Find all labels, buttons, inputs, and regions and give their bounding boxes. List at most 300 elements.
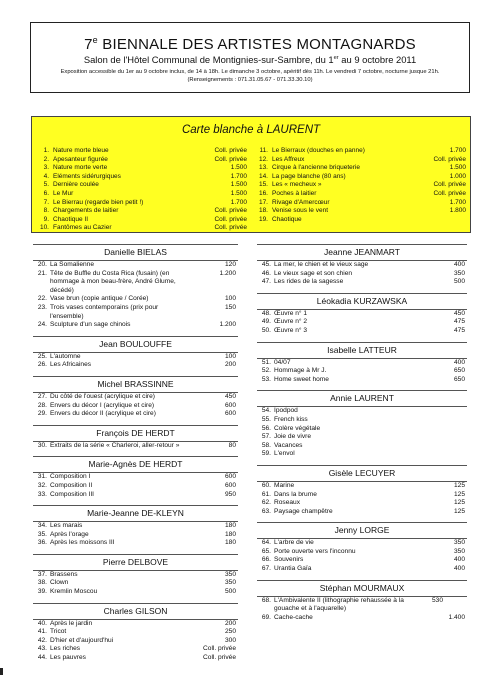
carte-blanche-right-column — [258, 147, 466, 224]
artwork-number: 45. — [261, 261, 271, 268]
item-value: Coll. privée — [433, 189, 466, 197]
artwork-number: 67. — [261, 565, 271, 573]
artwork-number: 32. — [37, 481, 47, 489]
artwork-title: Ipodpod — [274, 407, 298, 415]
carte-blanche-item — [258, 181, 466, 190]
artwork-item — [33, 442, 238, 451]
artwork-item — [257, 450, 467, 459]
artwork-number: 28. — [37, 401, 47, 409]
artwork-price: 200 — [224, 361, 236, 369]
artist-name: Stéphan MOURMAUX — [257, 580, 467, 597]
subtitle-part-b: au 9 octobre 2011 — [341, 54, 417, 65]
artwork-title: Les pauvres — [50, 654, 86, 662]
artwork-item — [33, 491, 238, 500]
artwork-title: Roseaux — [274, 499, 301, 507]
artwork-title: Les Africaines — [50, 361, 92, 369]
artwork-title: La Somalienne — [50, 261, 94, 268]
artwork-item — [257, 482, 467, 491]
carte-blanche-item — [39, 173, 247, 182]
artwork-item — [33, 539, 238, 548]
artwork-title: Les marais — [50, 522, 83, 530]
item-title: Chaotique II — [53, 215, 89, 223]
artwork-item — [257, 261, 467, 270]
artwork-number: 56. — [261, 424, 271, 432]
artwork-item — [257, 270, 467, 279]
artwork-number: 20. — [37, 261, 47, 268]
item-number: 5. — [43, 181, 49, 189]
artwork-item — [33, 522, 238, 531]
artwork-title: D'hier et d'aujourd'hui — [50, 636, 114, 644]
item-title: Nature morte verte — [53, 164, 108, 172]
artwork-price: 1.400 — [448, 613, 465, 621]
artwork-number: 63. — [261, 507, 271, 515]
exhibition-title — [31, 35, 469, 53]
artwork-price: 400 — [453, 565, 465, 573]
artwork-number: 37. — [37, 570, 47, 578]
artwork-price: 400 — [453, 556, 465, 564]
carte-blanche-item — [258, 156, 466, 165]
artist-name: Isabelle LATTEUR — [257, 342, 467, 359]
info-hours: Exposition accessible du 1er au 9 octobre inclus, de 14 à 18h. Le dimanche 3 octobre, apéritif dès 11h. Le vendredi 7 octobre, nocturne jusque 21h. — [60, 69, 440, 75]
artwork-number: 30. — [37, 441, 47, 449]
artwork-title: Envers du décor I (acrylique et cire) — [50, 401, 155, 409]
artwork-item — [33, 410, 238, 419]
artwork-price: 250 — [224, 628, 236, 636]
artwork-number: 66. — [261, 556, 271, 564]
artist-name: Marie-Agnès DE HERDT — [33, 456, 238, 473]
artwork-title: Composition I — [50, 473, 91, 481]
item-number: 1. — [43, 147, 49, 154]
artist-name: François DE HERDT — [33, 425, 238, 442]
carte-blanche-item — [39, 156, 247, 165]
artwork-price: 120 — [224, 261, 236, 268]
artwork-item — [257, 491, 467, 500]
artwork-item — [33, 402, 238, 411]
item-number: 11. — [259, 147, 268, 154]
item-title: Le Mur — [53, 189, 74, 197]
item-number: 16. — [258, 189, 268, 197]
carte-blanche-item — [39, 199, 247, 208]
artwork-price: Coll. privée — [203, 654, 236, 662]
artwork-number: 24. — [37, 321, 47, 329]
artwork-title: Œuvre n° 2 — [274, 318, 308, 326]
artwork-item — [33, 361, 238, 370]
artwork-item — [33, 473, 238, 482]
artwork-number: 59. — [261, 450, 271, 458]
artwork-number: 47. — [261, 278, 271, 286]
artwork-item — [257, 425, 467, 434]
artwork-title: Du côté de l'ouest (acrylique et cire) — [50, 392, 155, 400]
item-number: 10. — [39, 224, 49, 232]
item-value: 1.000 — [449, 172, 466, 180]
artwork-title: 04/07 — [274, 358, 291, 366]
artwork-number: 69. — [261, 613, 271, 621]
artwork-price: 450 — [453, 309, 465, 317]
artwork-number: 65. — [261, 547, 271, 555]
carte-blanche-item — [39, 224, 247, 233]
artwork-item — [257, 318, 467, 327]
artwork-number: 43. — [37, 645, 47, 653]
artwork-number: 33. — [37, 490, 47, 498]
item-number: 3. — [43, 164, 49, 172]
subtitle-ordinal: er — [333, 54, 339, 61]
artwork-title: Le vieux sage et son chien — [274, 269, 353, 277]
artwork-price: 350 — [453, 269, 465, 277]
artwork-title: Après l'orage — [50, 530, 89, 538]
item-value: 1.500 — [230, 189, 247, 197]
exhibition-header — [30, 22, 470, 93]
artwork-price: 530 — [431, 596, 443, 604]
artwork-number: 46. — [261, 269, 271, 277]
item-title: Poches à laitier — [272, 189, 317, 197]
artwork-item — [257, 508, 467, 517]
artwork-price: 600 — [224, 410, 236, 418]
artwork-item — [257, 433, 467, 442]
title-number: 7 — [84, 36, 93, 53]
artwork-item — [257, 614, 467, 623]
artwork-number: 64. — [261, 539, 271, 547]
item-number: 17. — [258, 198, 268, 206]
artwork-price: 600 — [224, 401, 236, 409]
artwork-title: L'automne — [50, 352, 81, 360]
artwork-price: 100 — [224, 352, 236, 360]
right-artist-column — [257, 244, 467, 622]
carte-blanche-item — [39, 164, 247, 173]
item-number: 6. — [43, 189, 49, 197]
artwork-price: 600 — [224, 473, 236, 481]
carte-blanche-item — [39, 147, 247, 156]
artwork-price: 350 — [453, 547, 465, 555]
artwork-title: Home sweet home — [274, 375, 329, 383]
item-number: 18. — [258, 207, 268, 215]
artwork-price: 1.200 — [219, 269, 236, 277]
artwork-number: 62. — [261, 499, 271, 507]
item-value: 1.500 — [230, 181, 247, 189]
artwork-item — [33, 628, 238, 637]
artwork-item — [33, 393, 238, 402]
artwork-number: 68. — [261, 596, 271, 604]
artwork-number: 39. — [37, 588, 47, 596]
artwork-title: Vacances — [274, 441, 303, 449]
artwork-title: Œuvre n° 3 — [274, 326, 308, 334]
artwork-price: 125 — [453, 481, 465, 489]
item-title: Cirque à l'ancienne briqueterie — [272, 164, 360, 172]
artwork-item — [257, 278, 467, 287]
item-value: 1.700 — [230, 198, 247, 206]
carte-blanche-box — [31, 116, 471, 233]
artwork-title: Tricot — [50, 628, 67, 636]
artwork-title: Après le jardin — [50, 619, 93, 627]
artwork-item — [257, 565, 467, 574]
artist-name: Michel BRASSINNE — [33, 376, 238, 393]
artwork-title: Kremlin Moscou — [50, 588, 98, 596]
artwork-item — [257, 539, 467, 548]
item-number: 7. — [43, 198, 49, 206]
artwork-item — [33, 482, 238, 491]
artwork-price: 100 — [224, 295, 236, 303]
artwork-item — [257, 359, 467, 368]
artwork-item — [257, 327, 467, 336]
artwork-item — [33, 571, 238, 580]
carte-blanche-item — [258, 190, 466, 199]
artwork-price: 400 — [453, 261, 465, 268]
artwork-price: 650 — [453, 375, 465, 383]
artwork-number: 22. — [37, 295, 47, 303]
item-number: 15. — [258, 181, 268, 189]
artwork-item — [33, 531, 238, 540]
artwork-title: Tête de Buffle du Costa Rica (fusain) (en hommage à mon beau-frère, André Glume, décédé) — [50, 269, 176, 294]
artwork-title: Colère végétale — [274, 424, 321, 432]
artwork-price: 950 — [224, 490, 236, 498]
item-title: Nature morte bleue — [53, 147, 109, 154]
artwork-title: Joie de vivre — [274, 433, 312, 441]
artwork-price: 600 — [224, 481, 236, 489]
carte-blanche-item — [258, 164, 466, 173]
artwork-item — [257, 416, 467, 425]
artwork-price: 125 — [453, 507, 465, 515]
item-number: 4. — [43, 172, 49, 180]
artwork-price: 650 — [453, 367, 465, 375]
artwork-title: Envers du décor II (acrylique et cire) — [50, 410, 156, 418]
artwork-item — [33, 654, 238, 663]
artwork-number: 40. — [37, 619, 47, 627]
artist-name: Gisèle LECUYER — [257, 465, 467, 482]
artwork-number: 29. — [37, 410, 47, 418]
artwork-number: 41. — [37, 628, 47, 636]
item-title: Rivage d'Amercœur — [272, 198, 330, 206]
left-artist-column — [33, 244, 238, 663]
artwork-title: Clown — [50, 579, 69, 587]
artwork-item — [257, 367, 467, 376]
artwork-price: 80 — [228, 441, 236, 449]
carte-blanche-item — [258, 207, 466, 216]
item-value: Coll. privée — [214, 147, 247, 154]
item-number: 19. — [258, 215, 268, 223]
artwork-title: L'Ambivalente II (lithographie rehaussée à la gouache et à l'aquarelle) — [274, 596, 404, 613]
artwork-price: 450 — [224, 392, 236, 400]
artist-name: Annie LAURENT — [257, 390, 467, 407]
item-title: Venise sous le vent — [272, 207, 329, 215]
artwork-number: 53. — [261, 375, 271, 383]
artwork-number: 51. — [261, 358, 271, 366]
artwork-title: Vase brun (copie antique / Corée) — [50, 295, 149, 303]
artwork-number: 35. — [37, 530, 47, 538]
artwork-number: 49. — [261, 318, 271, 326]
artwork-price: 350 — [224, 570, 236, 578]
artist-name: Charles GILSON — [33, 603, 238, 620]
artwork-item — [33, 579, 238, 588]
artwork-number: 38. — [37, 579, 47, 587]
artist-name: Pierre DELBOVE — [33, 554, 238, 571]
artist-name: Marie-Jeanne DE-KLEYN — [33, 505, 238, 522]
item-value: 1.700 — [449, 147, 466, 154]
artwork-title: Paysage champêtre — [274, 507, 333, 515]
artwork-number: 48. — [261, 309, 271, 317]
artwork-item — [257, 442, 467, 451]
artwork-price: 180 — [224, 539, 236, 547]
artwork-price: 500 — [453, 278, 465, 286]
artwork-item — [33, 637, 238, 646]
title-ordinal: e — [92, 35, 98, 45]
item-value: 1.700 — [230, 172, 247, 180]
artwork-item — [257, 597, 467, 614]
artwork-item — [33, 270, 238, 296]
artist-name: Léokadia KURZAWSKA — [257, 293, 467, 310]
item-value: Coll. privée — [433, 181, 466, 189]
artwork-title: Brassens — [50, 570, 78, 578]
artwork-item — [33, 620, 238, 629]
carte-blanche-item — [39, 190, 247, 199]
carte-blanche-item — [39, 207, 247, 216]
item-title: La page blanche (80 ans) — [272, 172, 346, 180]
artwork-title: La mer, le chien et le vieux sage — [274, 261, 369, 268]
artwork-item — [33, 645, 238, 654]
artwork-number: 27. — [37, 392, 47, 400]
subtitle-part-a: Salon de l'Hôtel Communal de Montignies-sur-Sambre, du 1 — [83, 54, 334, 65]
artwork-title: Sculpture d'un sage chinois — [50, 321, 131, 329]
item-value: Coll. privée — [214, 207, 247, 215]
artist-name: Danielle BIELAS — [33, 244, 238, 261]
artwork-title: Trois vases contemporains (prix pour l'ensemble) — [50, 303, 159, 320]
artist-name: Jeanne JEANMART — [257, 244, 467, 261]
item-value: Coll. privée — [214, 155, 247, 163]
artwork-number: 42. — [37, 636, 47, 644]
artwork-title: Hommage à Mr J. — [274, 367, 327, 375]
item-value: 1.800 — [449, 207, 466, 215]
artwork-title: Urantia Gaïa — [274, 565, 312, 573]
item-title: Les « mecheux » — [272, 181, 322, 189]
carte-blanche-item — [258, 216, 466, 225]
exhibition-subtitle — [31, 54, 469, 65]
artwork-number: 23. — [37, 303, 47, 311]
artwork-number: 44. — [37, 654, 47, 662]
item-title: Dernière coulée — [53, 181, 99, 189]
carte-blanche-item — [39, 216, 247, 225]
artwork-number: 25. — [37, 352, 47, 360]
artwork-price: 475 — [453, 326, 465, 334]
artwork-item — [257, 376, 467, 385]
artwork-price: 125 — [453, 490, 465, 498]
scan-mark — [0, 668, 3, 675]
artwork-item — [33, 295, 238, 304]
artwork-price: 180 — [224, 522, 236, 530]
artwork-item — [257, 556, 467, 565]
artwork-number: 26. — [37, 361, 47, 369]
artwork-item — [257, 407, 467, 416]
artwork-title: Œuvre n° 1 — [274, 309, 308, 317]
artwork-title: Porte ouverte vers l'inconnu — [274, 547, 356, 555]
artwork-item — [257, 499, 467, 508]
artist-name: Jean BOULOUFFE — [33, 336, 238, 353]
item-title: Le Bierrau (regarde bien petit !) — [53, 198, 144, 206]
artist-name: Jenny LORGE — [257, 522, 467, 539]
artwork-number: 55. — [261, 415, 271, 423]
artwork-number: 54. — [261, 407, 271, 415]
artwork-number: 31. — [37, 473, 47, 481]
carte-blanche-item — [258, 147, 466, 156]
item-value: 1.500 — [230, 164, 247, 172]
artwork-price: 200 — [224, 619, 236, 627]
item-number: 9. — [43, 215, 49, 223]
artwork-price: 125 — [453, 499, 465, 507]
artwork-title: Souvenirs — [274, 556, 304, 564]
title-text: BIENNALE DES ARTISTES MONTAGNARDS — [102, 36, 416, 53]
artwork-title: L'envol — [274, 450, 295, 458]
artwork-title: Composition III — [50, 490, 94, 498]
artwork-item — [33, 261, 238, 270]
artwork-price: 350 — [224, 579, 236, 587]
artwork-price: 1.200 — [219, 321, 236, 329]
item-title: Fantômes au Cazier — [53, 224, 112, 232]
carte-blanche-title: Carte blanche à LAURENT — [181, 124, 321, 136]
artwork-number: 61. — [261, 490, 271, 498]
artwork-number: 58. — [261, 441, 271, 449]
item-value: Coll. privée — [214, 224, 247, 232]
item-number: 12. — [258, 155, 268, 163]
artwork-number: 36. — [37, 539, 47, 547]
item-title: Eléments sidérurgiques — [53, 172, 121, 180]
artwork-item — [33, 321, 238, 330]
artwork-title: Après les moissons III — [50, 539, 115, 547]
artwork-price: 350 — [453, 539, 465, 547]
artwork-title: Dans la brume — [274, 490, 317, 498]
artwork-title: Extraits de la série « Charleroi, aller-retour » — [50, 441, 180, 449]
item-title: Chaotique — [272, 215, 302, 223]
item-title: Chargements de laitier — [53, 207, 119, 215]
item-value: 1.500 — [449, 164, 466, 172]
artwork-price: Coll. privée — [203, 645, 236, 653]
artwork-item — [257, 548, 467, 557]
artwork-number: 34. — [37, 522, 47, 530]
artwork-title: Composition II — [50, 481, 93, 489]
item-value: Coll. privée — [433, 155, 466, 163]
artwork-item — [33, 588, 238, 597]
item-number: 14. — [258, 172, 268, 180]
artwork-title: L'arbre de vie — [274, 539, 314, 547]
artwork-price: 475 — [453, 318, 465, 326]
carte-blanche-item — [258, 173, 466, 182]
carte-blanche-item — [258, 199, 466, 208]
artwork-price: 180 — [224, 530, 236, 538]
artwork-title: French kiss — [274, 415, 308, 423]
artwork-price: 500 — [224, 588, 236, 596]
artwork-item — [33, 304, 238, 321]
artwork-title: Les rides de la sagesse — [274, 278, 344, 286]
artwork-item — [33, 353, 238, 362]
artwork-price: 150 — [224, 303, 236, 311]
artwork-price: 300 — [224, 636, 236, 644]
artwork-number: 50. — [261, 326, 271, 334]
carte-blanche-left-column — [39, 147, 247, 233]
artwork-number: 21. — [37, 269, 47, 277]
artwork-price: 400 — [453, 358, 465, 366]
item-number: 2. — [43, 155, 49, 163]
item-title: Les Affreux — [272, 155, 305, 163]
artwork-title: Les riches — [50, 645, 81, 653]
artwork-number: 57. — [261, 433, 271, 441]
artwork-title: Marine — [274, 481, 295, 489]
artwork-title: Cache-cache — [274, 613, 313, 621]
info-phone: (Renseignements : 071.31.05.67 - 071.33.30.10) — [187, 76, 313, 83]
item-value: 1.700 — [449, 198, 466, 206]
item-title: Le Bierraux (douches en panne) — [272, 147, 365, 154]
item-title: Apesanteur figurée — [53, 155, 108, 163]
item-number: 8. — [43, 207, 49, 215]
exhibition-info — [31, 69, 469, 85]
artwork-number: 60. — [261, 481, 271, 489]
item-number: 13. — [258, 164, 268, 172]
carte-blanche-item — [39, 181, 247, 190]
